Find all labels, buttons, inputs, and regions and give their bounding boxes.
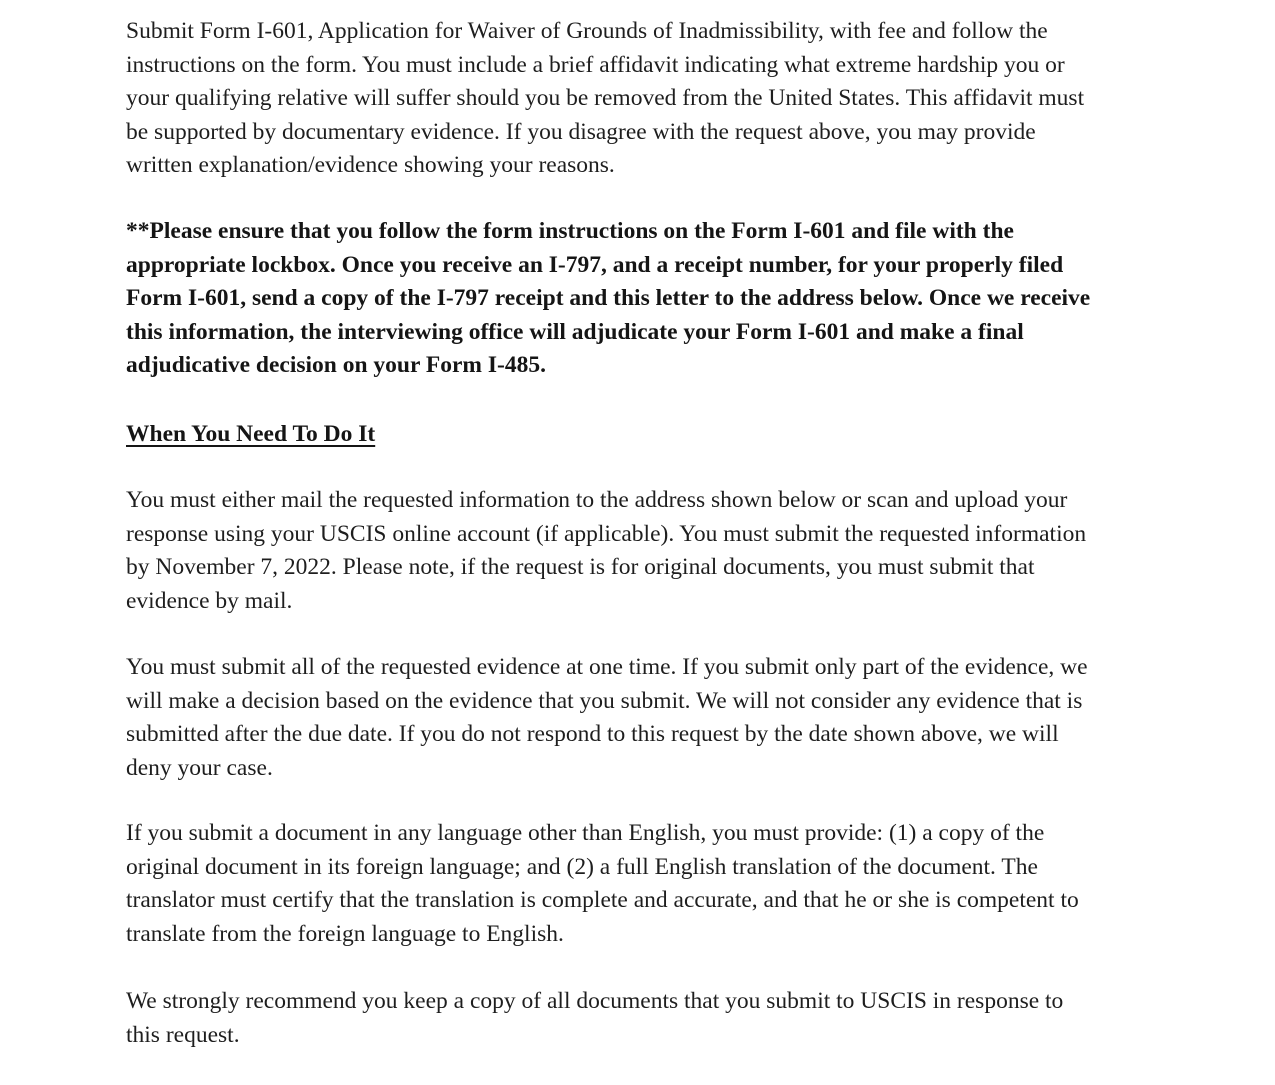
text-line: written explanation/evidence showing your reasons.: [126, 152, 615, 178]
text-line: original document in its foreign language; and (2) a full English translation of the document. The: [126, 853, 1038, 880]
text-line: will make a decision based on the evidence that you submit. We will not consider any evidence that is: [126, 687, 1083, 714]
text-line: Submit Form I-601, Application for Waiver of Grounds of Inadmissibility, with fee and follow the: [126, 18, 1048, 44]
text-line: your qualifying relative will suffer should you be removed from the United States. This affidavit must: [126, 85, 1085, 111]
text-line: Form I-601, send a copy of the I-797 receipt and this letter to the address below. Once we receive: [126, 285, 1091, 311]
text-line: be supported by documentary evidence. If you disagree with the request above, you may provide: [126, 118, 1036, 145]
text-line: response using your USCIS online account (if applicable). You must submit the requested information: [126, 520, 1087, 547]
paragraph-translation: [126, 817, 1216, 951]
text-line: translate from the foreign language to English.: [126, 920, 564, 947]
text-line: deny your case.: [126, 754, 273, 781]
text-line: evidence by mail.: [126, 587, 293, 614]
text-line: If you submit a document in any language other than English, you must provide: (1) a copy of the: [126, 820, 1045, 846]
text-line: by November 7, 2022. Please note, if the request is for original documents, you must submit that: [126, 554, 1035, 580]
text-line: instructions on the form. You must include a brief affidavit indicating what extreme hardship you or: [126, 51, 1065, 78]
text-line: translator must certify that the translation is complete and accurate, and that he or she is competent to: [126, 887, 1079, 913]
text-line: **Please ensure that you follow the form instructions on the Form I-601 and file with the: [126, 218, 1014, 244]
text-line: You must submit all of the requested evidence at one time. If you submit only part of the evidence, we: [126, 654, 1088, 680]
paragraph-form-i601-instructions: [126, 15, 1216, 183]
paragraph-keep-copy: [126, 985, 1216, 1052]
paragraph-submission-method: [126, 484, 1216, 618]
text-line: adjudicative decision on your Form I-485.: [126, 352, 546, 378]
paragraph-lockbox-notice: [126, 215, 1216, 383]
paragraph-evidence-at-once: [126, 651, 1216, 785]
section-heading-when: When You Need To Do It: [126, 421, 376, 447]
text-line: this information, the interviewing office will adjudicate your Form I-601 and make a final: [126, 318, 1024, 345]
text-line: appropriate lockbox. Once you receive an I-797, and a receipt number, for your properly filed: [126, 251, 1064, 278]
text-line: You must either mail the requested information to the address shown below or scan and upload your: [126, 487, 1068, 513]
text-line: submitted after the due date. If you do not respond to this request by the date shown above, we will: [126, 721, 1059, 747]
text-line: this request.: [126, 1021, 240, 1048]
text-line: We strongly recommend you keep a copy of all documents that you submit to USCIS in response to: [126, 988, 1064, 1014]
